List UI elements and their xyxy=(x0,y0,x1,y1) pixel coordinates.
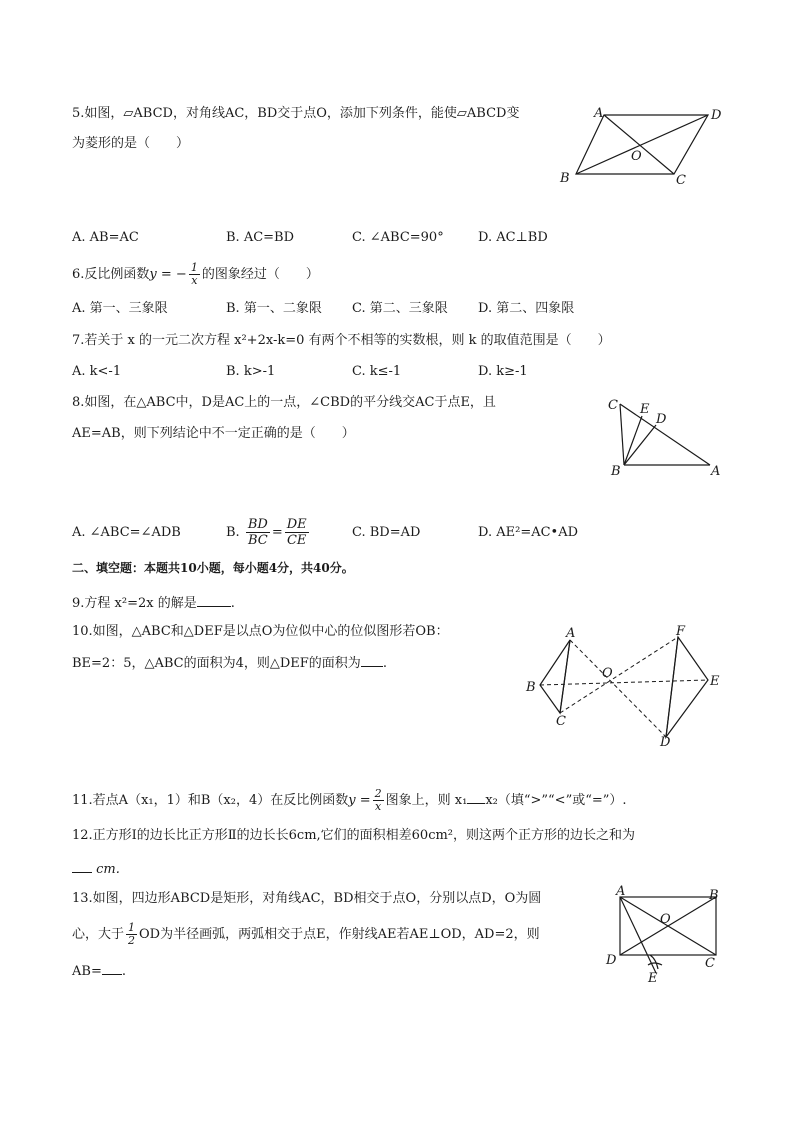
q8-line2: AE=AB，则下列结论中不一定正确的是（ ） xyxy=(72,426,355,441)
q8-num2: DE xyxy=(286,517,307,532)
q11-before: 11.若点A（x₁，1）和B（x₂，4）在反比例函数 xyxy=(72,793,349,808)
q5-option-d: D. AC⊥BD xyxy=(478,230,548,245)
q8-num1: BD xyxy=(247,517,268,532)
q7-option-b: B. k>-1 xyxy=(226,364,276,379)
q13-line2-before: 心，大于 xyxy=(72,927,125,942)
label-D: D xyxy=(660,735,671,750)
q11-den: x xyxy=(375,800,382,813)
label-B: B xyxy=(611,464,621,479)
label-O: O xyxy=(602,666,613,681)
label-B: B xyxy=(560,171,570,186)
q9-answer-blank[interactable] xyxy=(197,592,231,607)
q6-den: x xyxy=(191,274,198,287)
q13-line1: 13.如图，四边形ABCD是矩形，对角线AC，BD相交于点O，分别以点D，O为圆 xyxy=(72,891,542,906)
label-A: A xyxy=(711,464,721,479)
q8-den2: CE xyxy=(286,533,307,548)
q5-option-b: B. AC=BD xyxy=(226,230,295,245)
q10-line1: 10.如图，△ABC和△DEF是以点O为位似中心的位似图形若OB： xyxy=(72,624,449,639)
q12-line2 xyxy=(72,858,120,880)
q8-line1: 8.如图，在△ABC中，D是AC上的一点，∠CBD的平分线交AC于点E，且 xyxy=(72,395,496,410)
q11-func: y = xyxy=(348,793,371,808)
q6-num: 1 xyxy=(190,261,198,274)
q13-rectangle-figure xyxy=(600,885,730,985)
q6-before: 6.反比例函数 xyxy=(72,267,150,282)
q6-option-d: D. 第二、四象限 xyxy=(478,301,575,316)
q9-after: . xyxy=(230,596,235,611)
q6-option-b: B. 第一、二象限 xyxy=(226,301,322,316)
label-O: O xyxy=(660,912,671,927)
label-A: A xyxy=(594,106,604,121)
q8-option-a: A. ∠ABC=∠ADB xyxy=(72,525,181,540)
label-B: B xyxy=(709,888,719,903)
q8-fraction-1 xyxy=(246,517,270,548)
label-D: D xyxy=(656,412,667,427)
q13-num: 1 xyxy=(128,921,136,934)
label-E: E xyxy=(710,674,720,689)
q13-line3 xyxy=(72,960,126,982)
q10-line2-before: BE=2：5，△ABC的面积为4，则△DEF的面积为 xyxy=(72,656,361,671)
label-C: C xyxy=(705,956,715,971)
q13-line3-before: AB= xyxy=(72,964,102,979)
q11-stem xyxy=(72,788,627,813)
q8-option-b-prefix: B. xyxy=(226,525,240,540)
q11-num: 2 xyxy=(374,787,382,800)
q13-line2 xyxy=(72,922,540,947)
q13-fraction xyxy=(126,922,137,947)
q6-after: 的图象经过（ ） xyxy=(201,267,319,282)
q12-unit: cm. xyxy=(96,862,120,877)
q11-fraction xyxy=(373,788,384,813)
q6-stem xyxy=(72,262,319,287)
q13-line2-after: OD为半径画弧，两弧相交于点E，作射线AE若AE⊥OD，AD=2，则 xyxy=(139,927,540,942)
q6-option-c: C. 第二、三象限 xyxy=(352,301,448,316)
q10-line2-after: . xyxy=(382,656,387,671)
q8-den1: BC xyxy=(247,533,268,548)
q13-line3-after: . xyxy=(121,964,126,979)
q7-option-d: D. k≥-1 xyxy=(478,364,528,379)
q8-option-d: D. AE²=AC•AD xyxy=(478,525,579,540)
q6-fraction xyxy=(189,262,200,287)
q10-homothety-figure xyxy=(520,625,730,750)
q5-option-a: A. AB=AC xyxy=(72,230,139,245)
q5-line2: 为菱形的是（ ） xyxy=(72,136,190,151)
q12-line1: 12.正方形Ⅰ的边长比正方形Ⅱ的边长长6cm,它们的面积相差60cm²，则这两个正方形的边长之和为 xyxy=(72,828,636,843)
q8-fraction-2 xyxy=(285,517,309,548)
q5-parallelogram-figure xyxy=(556,100,726,190)
q11-mid: 图象上，则 x₁ xyxy=(385,793,468,808)
q10-answer-blank[interactable] xyxy=(361,652,383,667)
label-O: O xyxy=(631,149,642,164)
q7-option-c: C. k≤-1 xyxy=(352,364,402,379)
q6-func: y = − xyxy=(149,267,187,282)
q5-line1: 5.如图，▱ABCD，对角线AC，BD交于点O，添加下列条件，能使▱ABCD变 xyxy=(72,106,520,121)
q11-answer-blank[interactable] xyxy=(467,789,485,804)
q6-option-a: A. 第一、三象限 xyxy=(72,301,168,316)
q8-option-b xyxy=(226,514,311,552)
q10-line2 xyxy=(72,652,387,674)
label-E: E xyxy=(648,971,658,985)
section-2-heading: 二、填空题：本题共10小题，每小题4分，共40分。 xyxy=(72,561,354,575)
q11-after: x₂（填“>”“<”或“=”）. xyxy=(485,793,627,808)
label-C: C xyxy=(556,714,566,729)
q7-option-a: A. k<-1 xyxy=(72,364,122,379)
q5-option-c: C. ∠ABC=90° xyxy=(352,230,444,245)
label-D: D xyxy=(711,108,722,123)
label-B: B xyxy=(526,680,536,695)
q12-answer-blank[interactable] xyxy=(72,858,92,873)
q13-den: 2 xyxy=(128,934,136,947)
q7-stem: 7.若关于 x 的一元二次方程 x²+2x-k=0 有两个不相等的实数根，则 k 的取值范围是（ ） xyxy=(72,333,611,348)
q9-stem xyxy=(72,592,235,614)
q8-eq: = xyxy=(271,525,283,540)
q9-before: 9.方程 x²=2x 的解是 xyxy=(72,596,197,611)
q13-answer-blank[interactable] xyxy=(102,960,122,975)
q8-triangle-figure xyxy=(600,392,730,482)
label-D: D xyxy=(606,953,617,968)
q8-option-c: C. BD=AD xyxy=(352,525,421,540)
label-C: C xyxy=(608,398,618,413)
label-A: A xyxy=(616,885,626,899)
label-A: A xyxy=(566,626,576,641)
label-F: F xyxy=(676,625,686,639)
label-E: E xyxy=(640,402,650,417)
label-C: C xyxy=(676,173,686,188)
